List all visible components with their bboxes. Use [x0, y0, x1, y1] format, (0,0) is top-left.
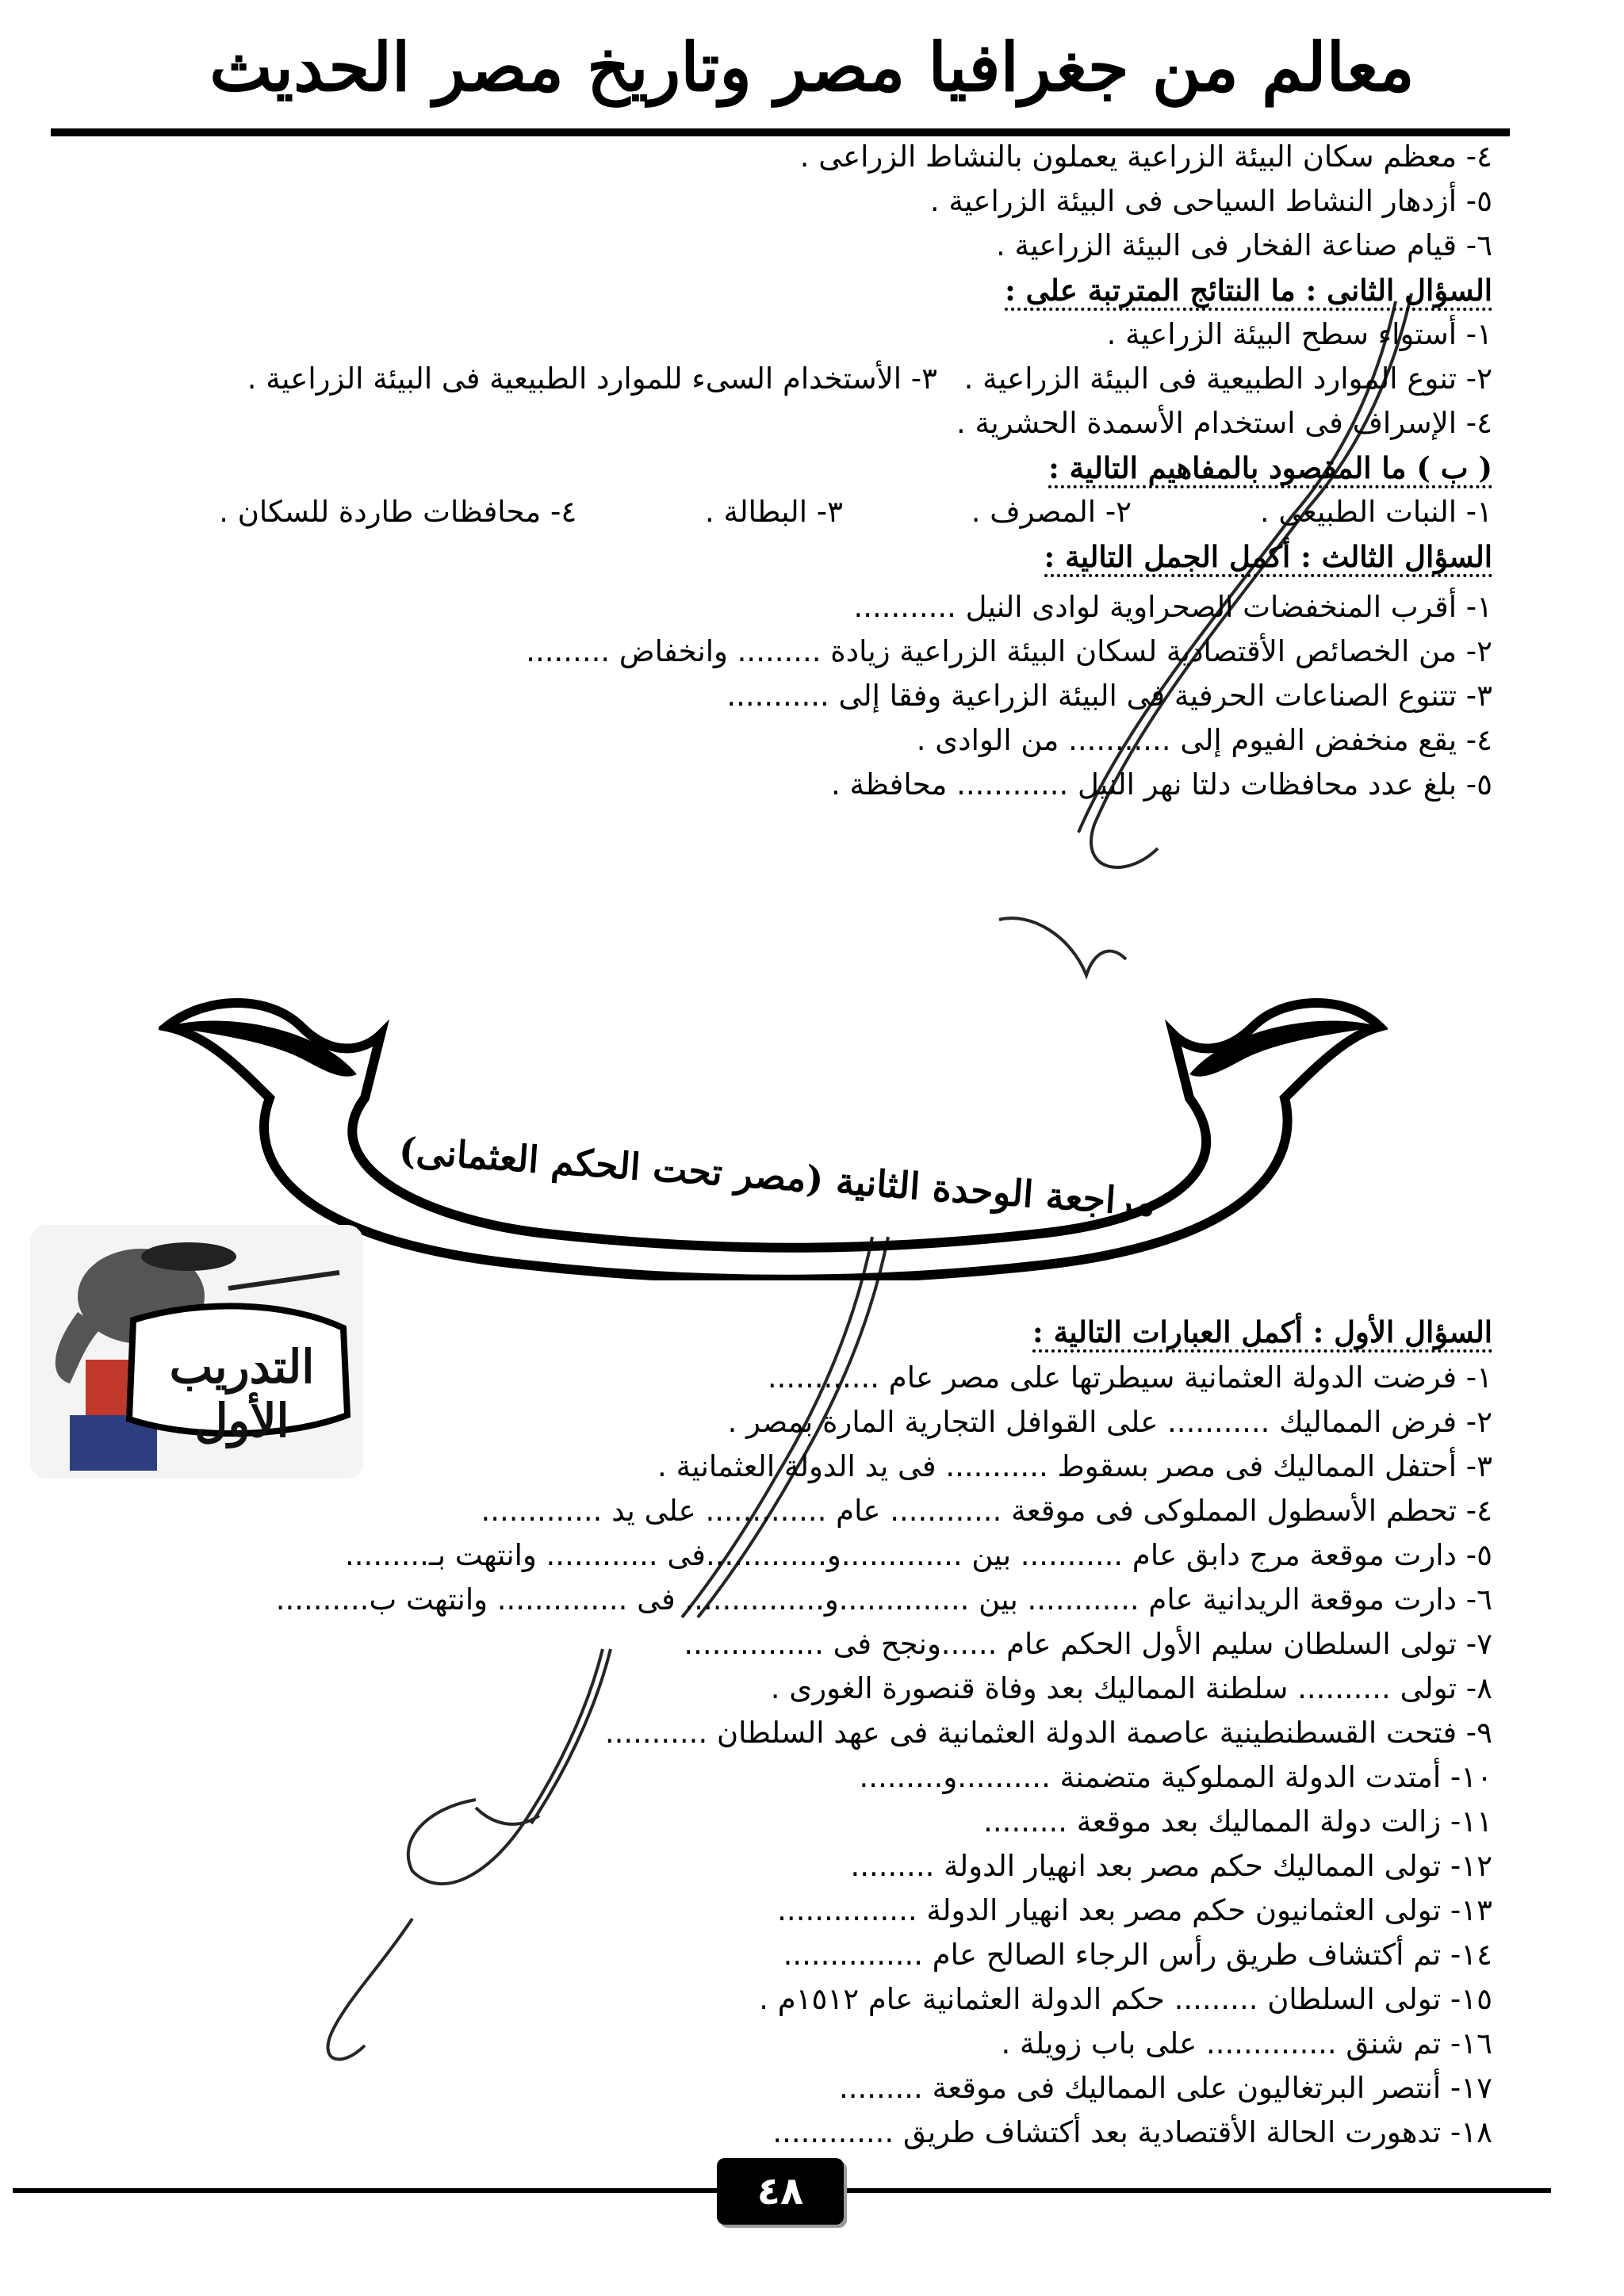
list-item: ٤- تحطم الأسطول المملوكى فى موقعة ............ عام ............. على يد .............: [481, 1494, 1492, 1528]
list-item: ٣- أحتفل المماليك فى مصر بسقوط ........... فى يد الدولة العثمانية .: [657, 1449, 1492, 1483]
list-item: ١٦- تم شنق .............. على باب زويلة .: [1001, 2026, 1492, 2061]
list-item: ٩- فتحت القسطنطينية عاصمة الدولة العثمانية فى عهد السلطان ...........: [604, 1716, 1492, 1750]
list-item: ١٨- تدهورت الحالة الأقتصادية بعد أكتشاف طريق .............: [772, 2115, 1492, 2149]
page-title: معالم من جغرافيا مصر وتاريخ مصر الحديث: [209, 28, 1415, 106]
list-item: ٧- تولى السلطان سليم الأول الحكم عام ......ونجح فى ...............: [684, 1627, 1492, 1661]
list-item: ٨- تولى .......... سلطنة المماليك بعد وفاة قنصورة الغورى .: [770, 1671, 1492, 1705]
list-item: ٥- دارت موقعة مرج دابق عام ........... بين .............و.............فى ............ وانتهت بـ.........: [345, 1538, 1492, 1572]
concept-item: ١- النبات الطبيعى .: [1259, 495, 1492, 529]
header-divider: [51, 128, 1510, 136]
list-item: ٣- الأستخدام السىء للموارد الطبيعية فى البيئة الزراعية .: [247, 362, 937, 396]
list-item: ١- أستواء سطح البيئة الزراعية .: [1106, 317, 1492, 351]
question-heading: السؤال الثالث : أكمل الجمل التالية :: [48, 536, 1492, 577]
concept-item: ٢- المصرف .: [971, 495, 1132, 529]
list-item: ٤- يقع منخفض الفيوم إلى ........... من الوادى .: [916, 723, 1492, 757]
question-heading: السؤال الثانى : ما النتائج المترتبة على :: [48, 270, 1492, 311]
list-item: ١١- زالت دولة المماليك بعد موقعة .........: [983, 1804, 1492, 1839]
list-item: ١٧- أنتصر البرتغاليون على المماليك فى موقعة .........: [838, 2071, 1492, 2105]
list-item: ٤- معظم سكان البيئة الزراعية يعملون بالنشاط الزراعى .: [799, 140, 1492, 174]
concepts-row: [48, 492, 1492, 533]
list-item: ٢- من الخصائص الأقتصادية لسكان البيئة الزراعية زيادة ......... وانخفاض .........: [526, 634, 1492, 668]
list-item: ٢- تنوع الموارد الطبيعية فى البيئة الزراعية .: [963, 362, 1492, 396]
concept-item: ٤- محافظات طاردة للسكان .: [219, 495, 577, 529]
badge-label: التدريب الأول: [169, 1340, 315, 1448]
list-item: ١٠- أمتدت الدولة المملوكية متضمنة ..........و.........: [859, 1760, 1492, 1794]
cartoon-hat: [141, 1242, 236, 1271]
list-item: ٦- دارت موقعة الريدانية عام ............ بين ..............و............... فى .............. وانتهت ب..........: [275, 1582, 1492, 1617]
list-item: ٥- بلغ عدد محافظات دلتا نهر النيل ............ محافظة .: [830, 767, 1492, 802]
concept-item: ٣- البطالة .: [705, 495, 843, 529]
list-item: ٤- الإسراف فى استخدام الأسمدة الحشرية .: [956, 406, 1492, 440]
list-item: ٥- أزدهار النشاط السياحى فى البيئة الزراعية .: [929, 184, 1492, 218]
question-heading: ( ب ) ما المقصود بالمفاهيم التالية :: [48, 447, 1492, 488]
list-row: [48, 358, 1492, 400]
list-item: ١٥- تولى السلطان ......... حكم الدولة العثمانية عام ١٥١٢م .: [759, 1982, 1492, 2016]
banner-title: مراجعة الوحدة الثانية (مصر تحت الحكم العثمانى): [397, 1128, 1157, 1225]
list-item: ٦- قيام صناعة الفخار فى البيئة الزراعية .: [995, 228, 1492, 262]
list-item: ١٢- تولى المماليك حكم مصر بعد انهيار الدولة .........: [850, 1849, 1492, 1883]
question-heading: السؤال الأول : أكمل العبارات التالية :: [48, 1311, 1492, 1353]
list-item: ١- أقرب المنخفضات الصحراوية لوادى النيل ...........: [853, 590, 1492, 624]
list-item: ٣- تتنوع الصناعات الحرفية فى البيئة الزراعية وفقا إلى ...........: [726, 679, 1492, 713]
list-item: ١٣- تولى العثمانيون حكم مصر بعد انهيار الدولة ...............: [777, 1893, 1492, 1927]
list-item: ٢- فرض المماليك ........... على القوافل التجارية المارة بمصر .: [727, 1405, 1492, 1439]
page-number: ٤٨: [717, 2158, 844, 2225]
list-item: ١- فرضت الدولة العثمانية سيطرتها على مصر عام ............: [767, 1360, 1492, 1395]
list-item: ١٤- تم أكتشاف طريق رأس الرجاء الصالح عام ...............: [783, 1938, 1492, 1972]
